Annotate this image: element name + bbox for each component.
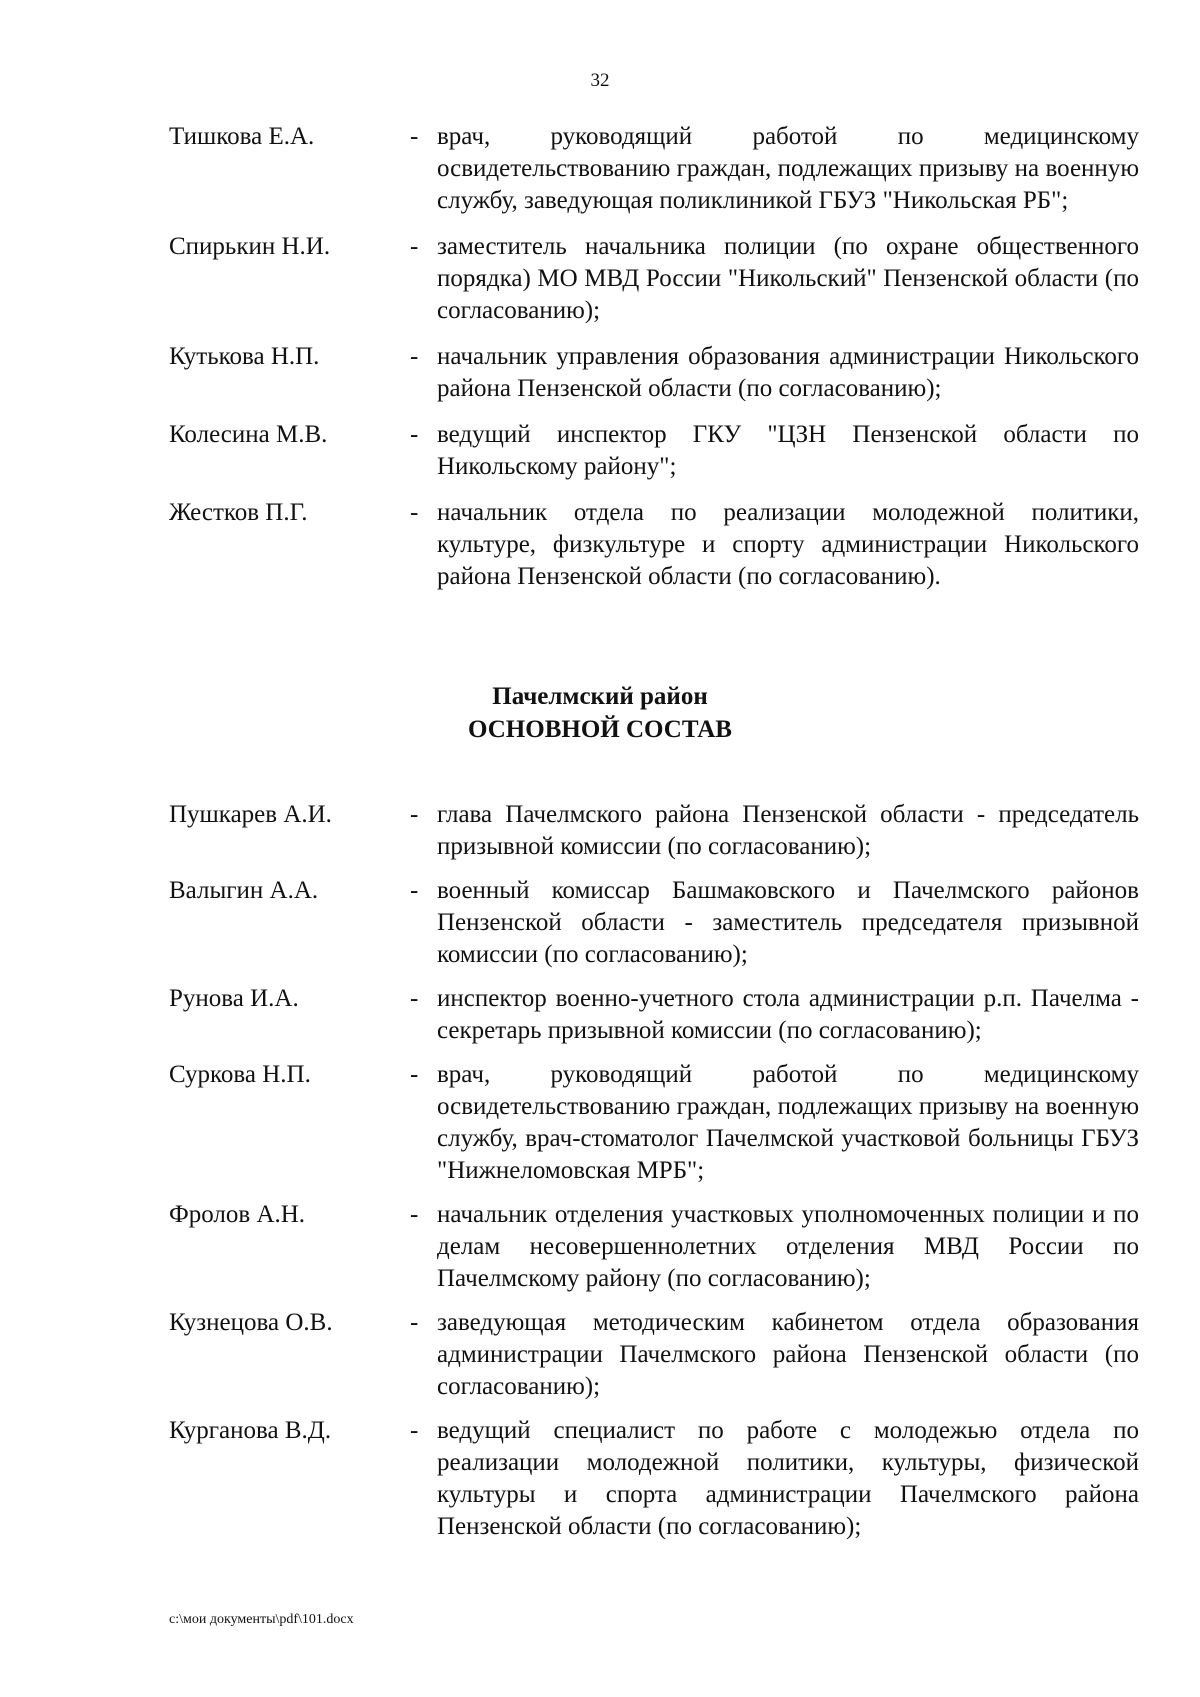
member-role: ведущий инспектор ГКУ "ЦЗН Пензенской области по Никольскому району";: [437, 421, 1139, 480]
member-name: Кутькова Н.П.: [169, 343, 320, 370]
member-role: глава Пачелмского района Пензенской области - председатель призывной комиссии (по согласованию);: [437, 801, 1139, 860]
member-name: Тишкова Е.А.: [169, 123, 315, 150]
member-name: Спирькин Н.И.: [169, 233, 331, 260]
member-role: начальник отделения участковых уполномоченных полиции и по делам несовершеннолетних отделения МВД России по Пачелмскому району (по согласованию);: [437, 1201, 1139, 1292]
member-dash: -: [410, 343, 419, 370]
member-list-nikolsky: [169, 121, 1139, 593]
member-entry: [169, 983, 1139, 1047]
member-role: ведущий специалист по работе с молодежью отдела по реализации молодежной политики, культуры, физической культуры и спорта администрации Пачелмского района Пензенской области (по согласованию);: [437, 1417, 1139, 1540]
member-entry: [169, 875, 1139, 971]
member-entry: [169, 1059, 1139, 1187]
member-dash: -: [410, 985, 419, 1012]
member-name: Рунова И.А.: [169, 985, 299, 1012]
member-name: Жестков П.Г.: [169, 499, 308, 526]
member-entry: [169, 419, 1139, 483]
member-dash: -: [410, 1309, 419, 1336]
member-list-pachelma: [169, 799, 1139, 1543]
member-role: начальник отдела по реализации молодежной политики, культуре, физкультуре и спорту администрации Никольского района Пензенской области (по согласованию).: [437, 499, 1139, 590]
member-role: врач, руководящий работой по медицинскому освидетельствованию граждан, подлежащих призыву на военную службу, заведующая поликлиникой ГБУЗ "Никольская РБ";: [437, 123, 1139, 214]
member-role: врач, руководящий работой по медицинскому освидетельствованию граждан, подлежащих призыву на военную службу, врач-стоматолог Пачелмской участковой больницы ГБУЗ "Нижнеломовская МРБ";: [437, 1061, 1139, 1184]
member-dash: -: [410, 1201, 419, 1228]
member-dash: -: [410, 801, 419, 828]
member-entry: [169, 799, 1139, 863]
district-title: Пачелмский район: [492, 683, 708, 710]
member-dash: -: [410, 1061, 419, 1088]
member-dash: -: [410, 1417, 419, 1444]
member-role: заместитель начальника полиции (по охране общественного порядка) МО МВД России "Никольский" Пензенской области (по согласованию);: [437, 233, 1139, 324]
member-dash: -: [410, 233, 419, 260]
member-entry: [169, 1307, 1139, 1403]
member-entry: [169, 121, 1139, 217]
member-name: Кузнецова О.В.: [169, 1309, 333, 1336]
member-dash: -: [410, 421, 419, 448]
member-name: Курганова В.Д.: [169, 1417, 332, 1444]
member-role: инспектор военно-учетного стола администрации р.п. Пачелма - секретарь призывной комиссии (по согласованию);: [437, 985, 1139, 1044]
member-dash: -: [410, 877, 419, 904]
page-number: 32: [590, 70, 610, 91]
member-name: Фролов А.Н.: [169, 1201, 306, 1228]
member-entry: [169, 1199, 1139, 1295]
member-entry: [169, 231, 1139, 327]
section-heading: [0, 680, 1200, 746]
member-entry: [169, 341, 1139, 405]
member-role: военный комиссар Башмаковского и Пачелмского районов Пензенской области - заместитель председателя призывной комиссии (по согласованию);: [437, 877, 1139, 968]
member-role: заведующая методическим кабинетом отдела образования администрации Пачелмского района Пензенской области (по согласованию);: [437, 1309, 1139, 1400]
member-name: Пушкарев А.И.: [169, 801, 332, 828]
member-name: Колесина М.В.: [169, 421, 328, 448]
footer-file-path: c:\мои документы\pdf\101.docx: [169, 1612, 354, 1627]
member-name: Суркова Н.П.: [169, 1061, 311, 1088]
member-entry: [169, 497, 1139, 593]
member-role: начальник управления образования администрации Никольского района Пензенской области (по согласованию);: [437, 343, 1139, 402]
composition-title: ОСНОВНОЙ СОСТАВ: [468, 716, 732, 743]
member-dash: -: [410, 499, 419, 526]
member-entry: [169, 1415, 1139, 1543]
member-name: Валыгин А.А.: [169, 877, 319, 904]
member-dash: -: [410, 123, 419, 150]
